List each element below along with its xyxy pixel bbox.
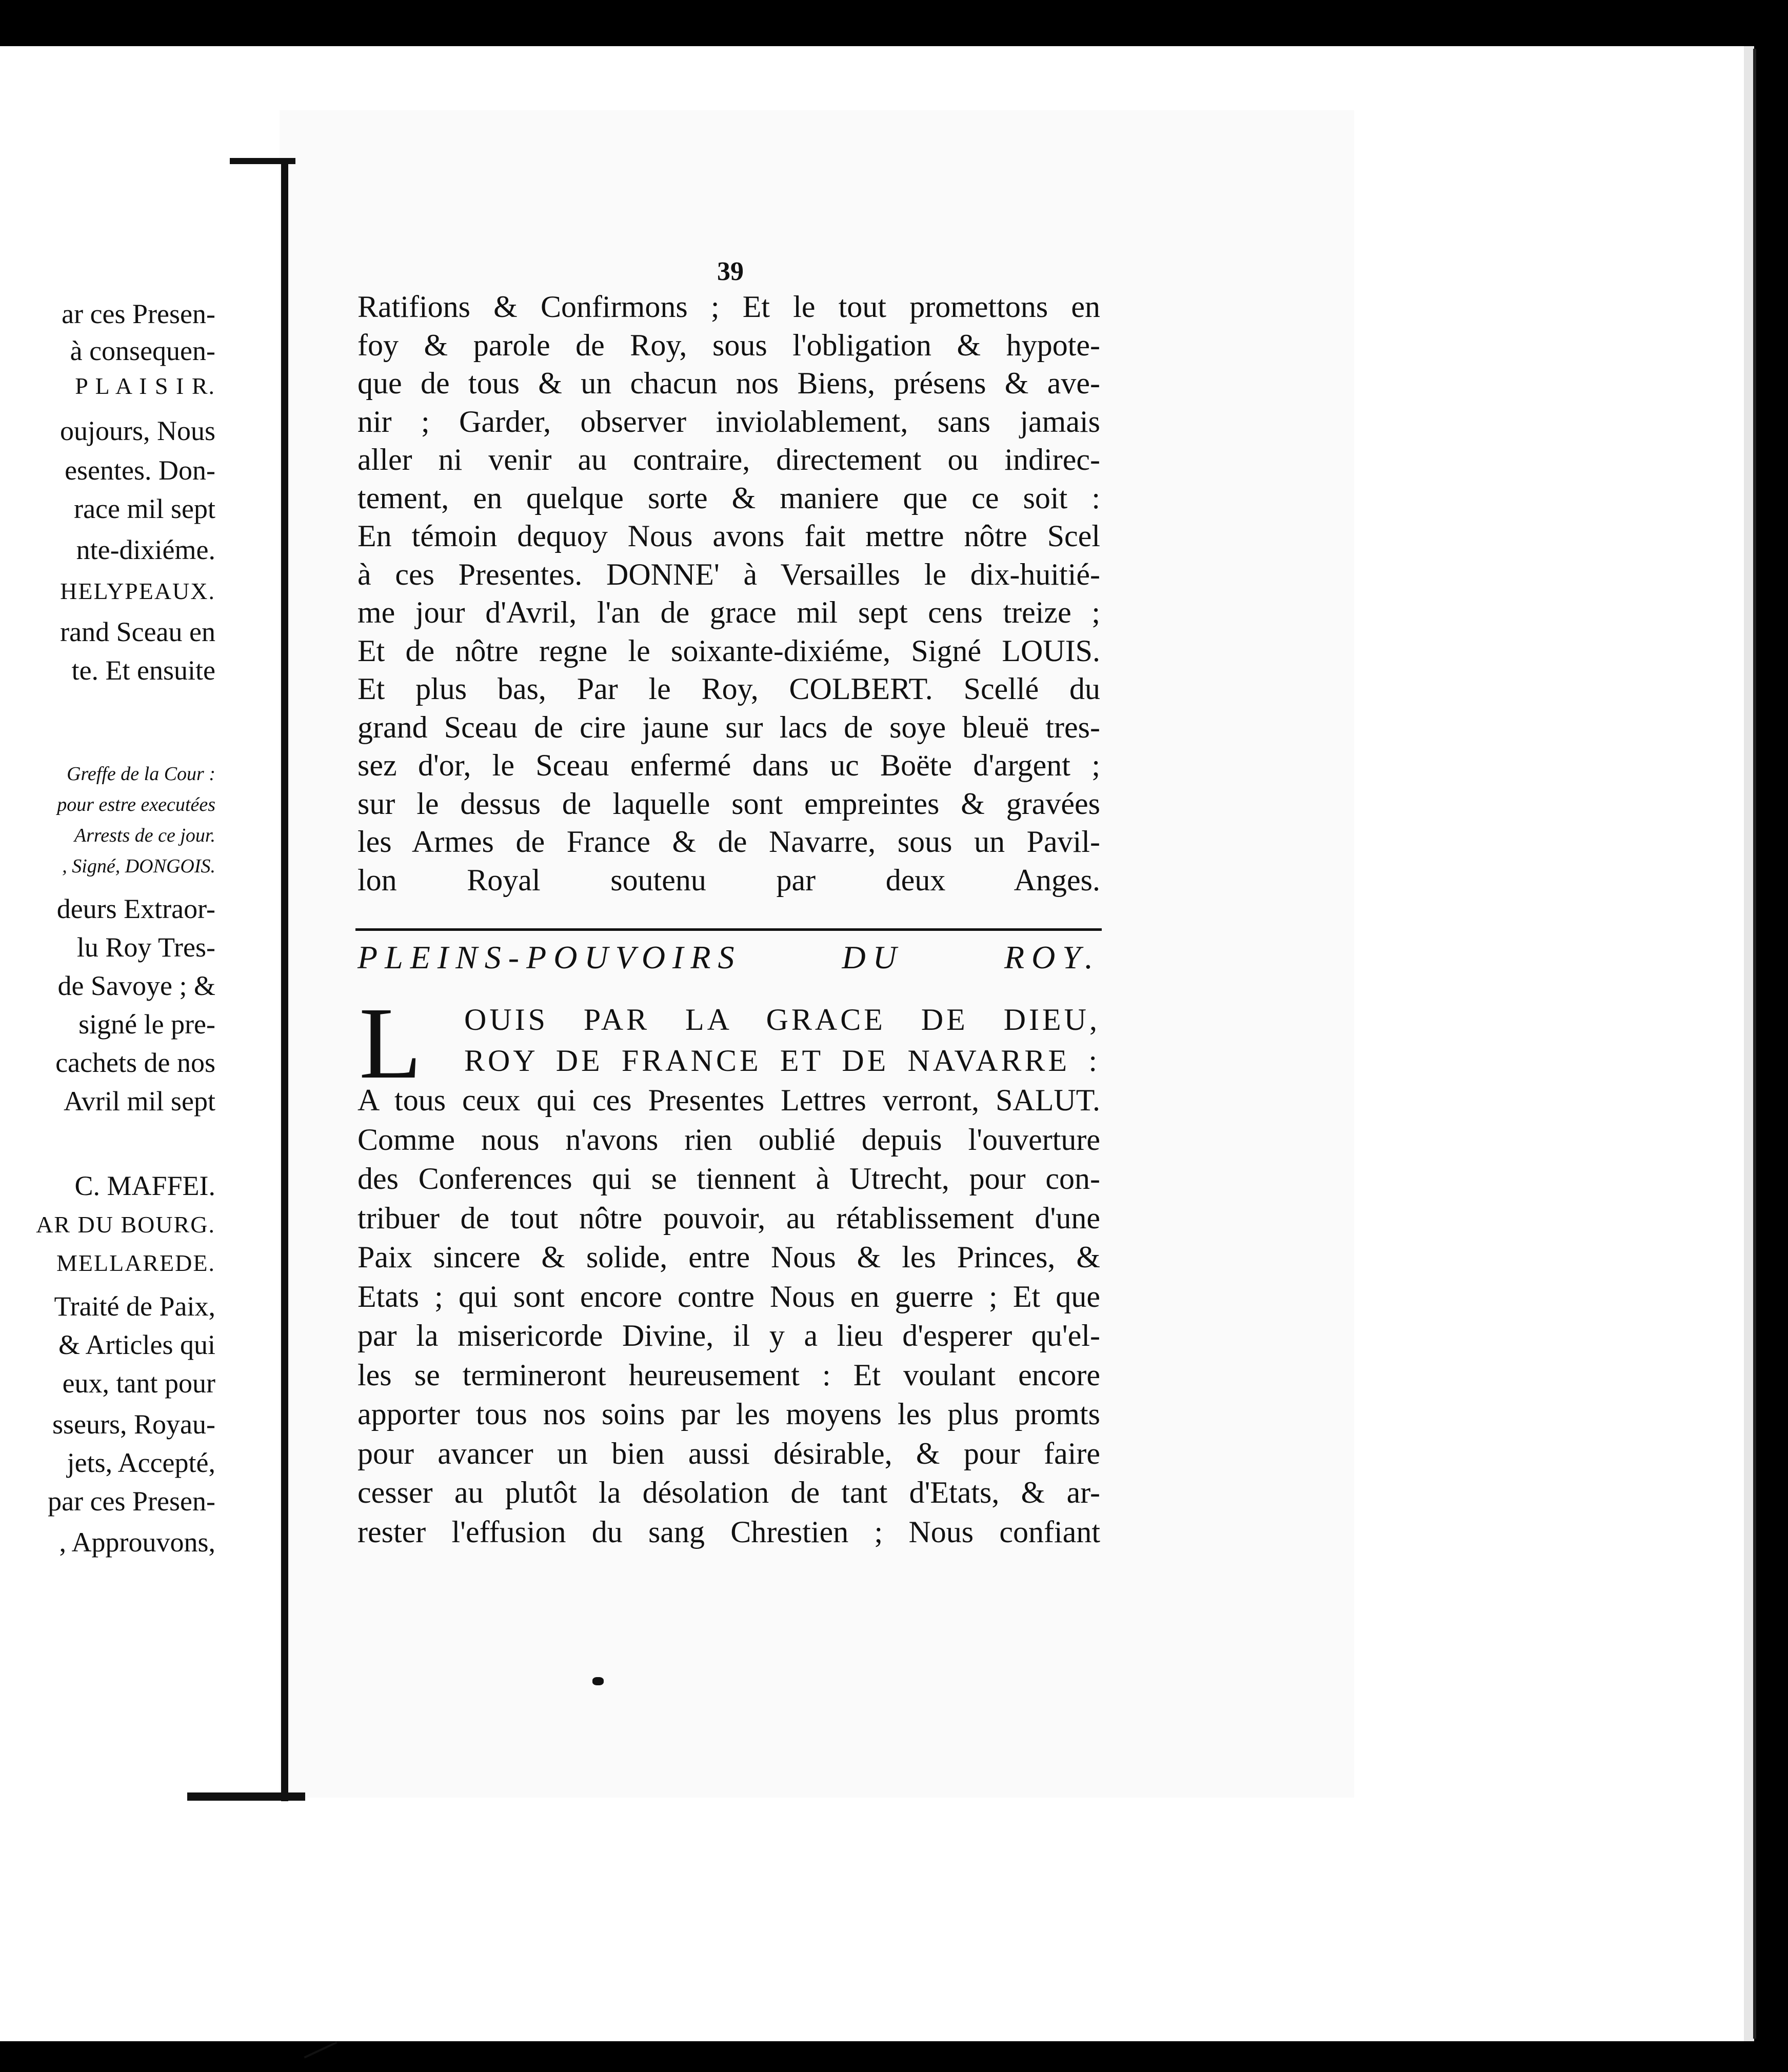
previous-page-line: MELLAREDE. xyxy=(56,1250,215,1276)
text-line: pour avancer un bien aussi désirable, & pour faire xyxy=(357,1436,1100,1470)
text-line: les se termineront heureusement : Et voulant encore xyxy=(357,1358,1100,1392)
text-line: A tous ceux qui ces Presentes Lettres verront, SALUT. xyxy=(357,1083,1100,1117)
text-line: OUIS PAR LA GRACE DE DIEU, xyxy=(464,1003,1100,1037)
text-line: Comme nous n'avons rien oublié depuis l'ouverture xyxy=(357,1122,1100,1157)
previous-page-line: rand Sceau en xyxy=(60,616,215,647)
previous-page-line: Avril mil sept xyxy=(64,1086,215,1117)
text-line: Ratifions & Confirmons ; Et le tout promettons en xyxy=(357,290,1100,324)
text-line: Etats ; qui sont encore contre Nous en guerre ; Et que xyxy=(357,1279,1100,1313)
text-line: tribuer de tout nôtre pouvoir, au rétablissement d'une xyxy=(357,1201,1100,1235)
previous-page-line: jets, Accepté, xyxy=(67,1447,215,1478)
text-line: Et plus bas, Par le Roy, COLBERT. Scellé du xyxy=(357,672,1100,706)
text-line: à ces Presentes. DONNE' à Versailles le dix-huitié- xyxy=(357,557,1100,591)
previous-page-line: & Articles qui xyxy=(58,1329,215,1360)
previous-page-line: race mil sept xyxy=(74,493,215,524)
previous-page-line: , Signé, DONGOIS. xyxy=(62,855,215,877)
page-number: 39 xyxy=(717,257,744,286)
text-line: sez d'or, le Sceau enfermé dans uc Boëte d'argent ; xyxy=(357,748,1100,782)
previous-page-line: Arrests de ce jour. xyxy=(74,825,215,846)
previous-page-line: Greffe de la Cour : xyxy=(67,763,215,785)
section-rule xyxy=(355,928,1102,931)
ink-speck xyxy=(592,1677,604,1685)
text-line: lon Royal soutenu par deux Anges. xyxy=(357,863,1100,897)
text-line: tement, en quelque sorte & maniere que ce soit : xyxy=(357,481,1100,515)
previous-page-line: , Approuvons, xyxy=(59,1527,215,1558)
previous-page-line: par ces Presen- xyxy=(48,1486,215,1517)
previous-page-line: te. Et ensuite xyxy=(71,655,215,686)
text-line: apporter tous nos soins par les moyens les plus promts xyxy=(357,1397,1100,1431)
previous-page-line: signé le pre- xyxy=(78,1009,215,1040)
text-line: que de tous & un chacun nos Biens, présens & ave- xyxy=(357,366,1100,400)
previous-page-line: Traité de Paix, xyxy=(54,1291,215,1322)
previous-page-line: oujours, Nous xyxy=(59,415,215,446)
text-line: me jour d'Avril, l'an de grace mil sept cens treize ; xyxy=(357,595,1100,629)
previous-page-line: à consequen- xyxy=(70,335,215,366)
text-line: nir ; Garder, observer inviolablement, sans jamais xyxy=(357,404,1100,439)
drop-cap: L xyxy=(359,987,422,1100)
previous-page-line: AR DU BOURG. xyxy=(36,1211,215,1238)
text-line: aller ni venir au contraire, directement ou indirec- xyxy=(357,443,1100,476)
text-line: Paix sincere & solide, entre Nous & les Princes, & xyxy=(357,1240,1100,1274)
text-line: rester l'effusion du sang Chrestien ; Nous confiant xyxy=(357,1515,1100,1549)
previous-page-line: pour estre executées xyxy=(57,794,215,815)
previous-page-line: de Savoye ; & xyxy=(57,970,215,1001)
previous-page-line: esentes. Don- xyxy=(65,455,215,486)
text-line: ROY DE FRANCE ET DE NAVARRE : xyxy=(464,1044,1100,1078)
previous-page-line: deurs Extraor- xyxy=(56,893,215,924)
text-line: grand Sceau de cire jaune sur lacs de soye bleuë tres- xyxy=(357,710,1100,744)
previous-page-line: eux, tant pour xyxy=(62,1368,215,1399)
text-line: Et de nôtre regne le soixante-dixiéme, Signé LOUIS. xyxy=(357,633,1100,668)
previous-page-line: nte-dixiéme. xyxy=(76,534,215,565)
previous-page-line: lu Roy Tres- xyxy=(76,932,215,963)
text-line: foy & parole de Roy, sous l'obligation & hypote- xyxy=(357,328,1100,362)
text-line: par la misericorde Divine, il y a lieu d'esperer qu'el- xyxy=(357,1319,1100,1352)
text-line: les Armes de France & de Navarre, sous un Pavil- xyxy=(357,825,1100,859)
text-line: En témoin dequoy Nous avons fait mettre nôtre Scel xyxy=(357,519,1100,553)
previous-page-line: cachets de nos xyxy=(55,1047,215,1078)
text-line: des Conferences qui se tiennent à Utrecht, pour con- xyxy=(357,1162,1100,1196)
text-line: cesser au plutôt la désolation de tant d'Etats, & ar- xyxy=(357,1476,1100,1509)
previous-page-line: HELYPEAUX. xyxy=(60,578,215,604)
section-heading: PLEINS-POUVOIRS DU ROY. xyxy=(357,939,1100,975)
previous-page-line: ar ces Presen- xyxy=(62,298,215,329)
text-line: sur le dessus de laquelle sont empreintes & gravées xyxy=(357,786,1100,821)
previous-page-line: P L A I S I R. xyxy=(75,373,215,399)
previous-page-line: C. MAFFEI. xyxy=(74,1170,215,1201)
previous-page-line: sseurs, Royau- xyxy=(52,1409,215,1440)
